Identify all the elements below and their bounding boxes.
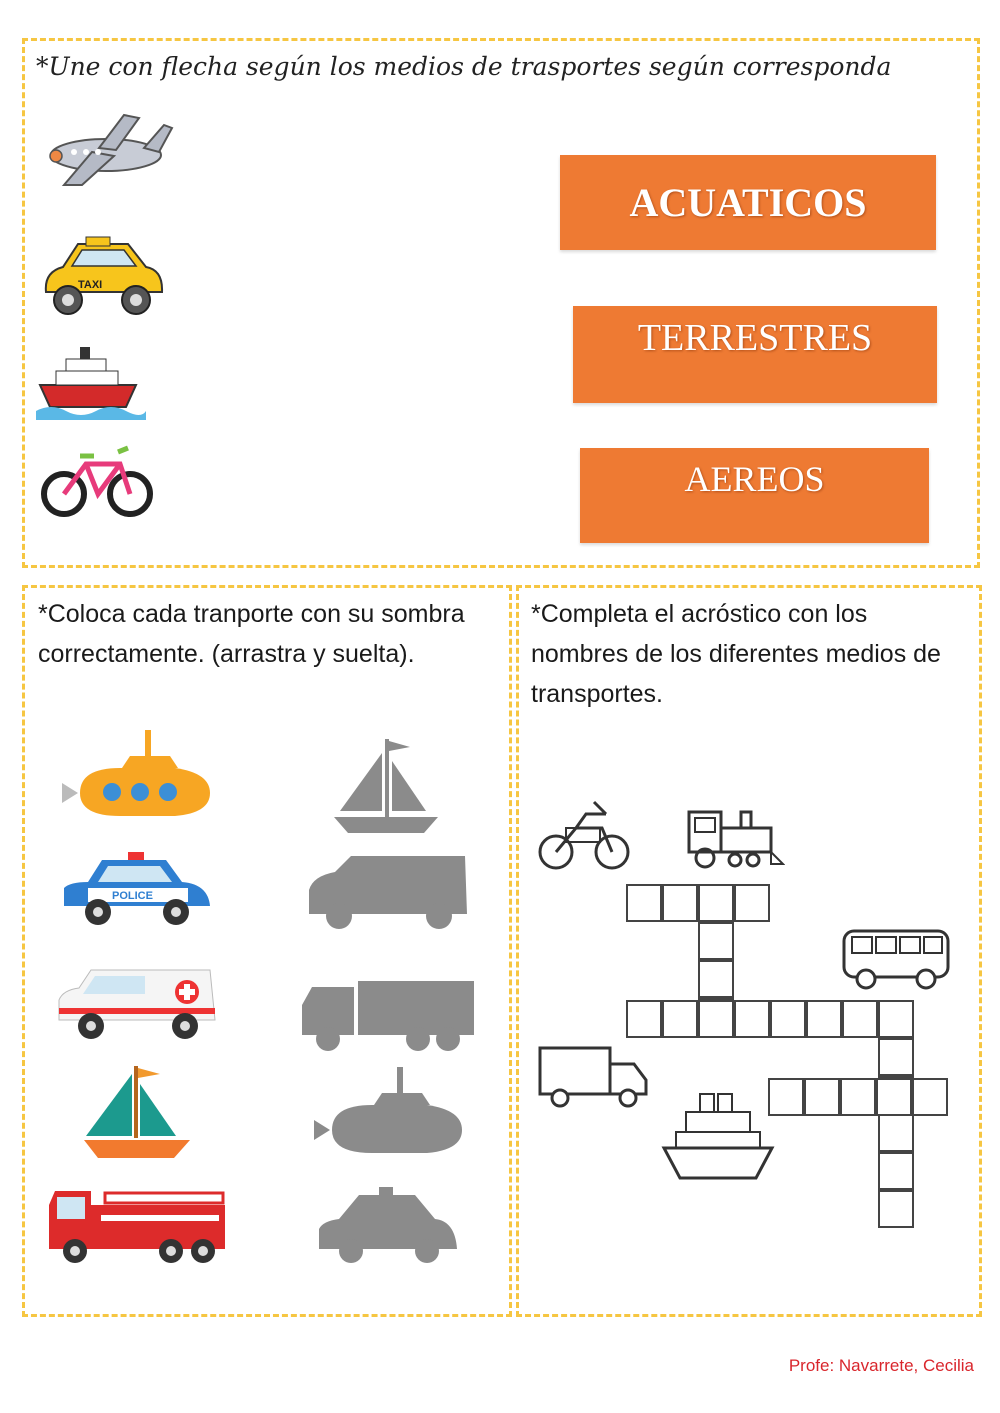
acrostic-cell[interactable]: [804, 1078, 840, 1116]
acrostic-cell[interactable]: [840, 1078, 876, 1116]
sailboat-icon[interactable]: [80, 1060, 195, 1160]
acrostic-cell[interactable]: [770, 1000, 806, 1038]
acrostic-cell[interactable]: [698, 1000, 734, 1038]
sailboat-shadow-icon[interactable]: [330, 735, 440, 835]
ship-icon[interactable]: [36, 345, 146, 420]
submarine-shadow-icon[interactable]: [312, 1065, 467, 1160]
acrostic-cell[interactable]: [842, 1000, 878, 1038]
acrostic-cell[interactable]: [626, 884, 662, 922]
svg-text:POLICE: POLICE: [112, 890, 153, 902]
car-shadow-icon[interactable]: [315, 1185, 460, 1265]
match-instruction: *Une con flecha según los medios de trasportes según corresponda: [36, 52, 892, 81]
motorcycle-icon: [536, 792, 631, 877]
airplane-icon[interactable]: [44, 110, 174, 195]
acrostic-cell[interactable]: [878, 1000, 914, 1038]
taxi-icon[interactable]: [38, 232, 168, 322]
truck-shadow-icon[interactable]: [298, 975, 478, 1055]
police-car-icon[interactable]: [60, 848, 215, 933]
acrostic-cell[interactable]: [662, 884, 698, 922]
acrostic-cell[interactable]: [912, 1078, 948, 1116]
bicycle-icon[interactable]: [38, 442, 158, 520]
svg-text:TAXI: TAXI: [78, 279, 103, 291]
acrostic-cell[interactable]: [878, 1152, 914, 1190]
acrostic-cell[interactable]: [878, 1038, 914, 1076]
boat-icon: [660, 1090, 775, 1185]
train-icon: [685, 798, 785, 870]
category-acuaticos[interactable]: ACUATICOS: [560, 155, 936, 250]
category-aereos[interactable]: AEREOS: [580, 448, 929, 543]
category-terrestres[interactable]: TERRESTRES: [573, 306, 937, 403]
acrostic-instruction: *Completa el acróstico con los nombres de los diferentes medios de transportes.: [531, 600, 941, 708]
acrostic-cell[interactable]: [878, 1190, 914, 1228]
acrostic-cell[interactable]: [878, 1114, 914, 1152]
acrostic-cell[interactable]: [734, 884, 770, 922]
acrostic-cell[interactable]: [698, 884, 734, 922]
author-credit: Profe: Navarrete, Cecilia: [788, 1356, 974, 1375]
van-shadow-icon[interactable]: [305, 850, 470, 930]
acrostic-cell[interactable]: [698, 922, 734, 960]
acrostic-cell[interactable]: [698, 960, 734, 998]
shadow-instruction: *Coloca cada tranporte con su sombra correctamente. (arrastra y suelta).: [38, 600, 465, 668]
truck-icon: [536, 1044, 651, 1109]
acrostic-cell[interactable]: [734, 1000, 770, 1038]
acrostic-cell[interactable]: [662, 1000, 698, 1038]
acrostic-cell[interactable]: [806, 1000, 842, 1038]
submarine-icon[interactable]: [60, 728, 215, 823]
fire-truck-icon[interactable]: [45, 1185, 227, 1270]
ambulance-icon[interactable]: [55, 960, 220, 1045]
acrostic-cell[interactable]: [626, 1000, 662, 1038]
acrostic-cell[interactable]: [768, 1078, 804, 1116]
bus-icon: [840, 925, 952, 993]
acrostic-cell[interactable]: [876, 1078, 912, 1116]
